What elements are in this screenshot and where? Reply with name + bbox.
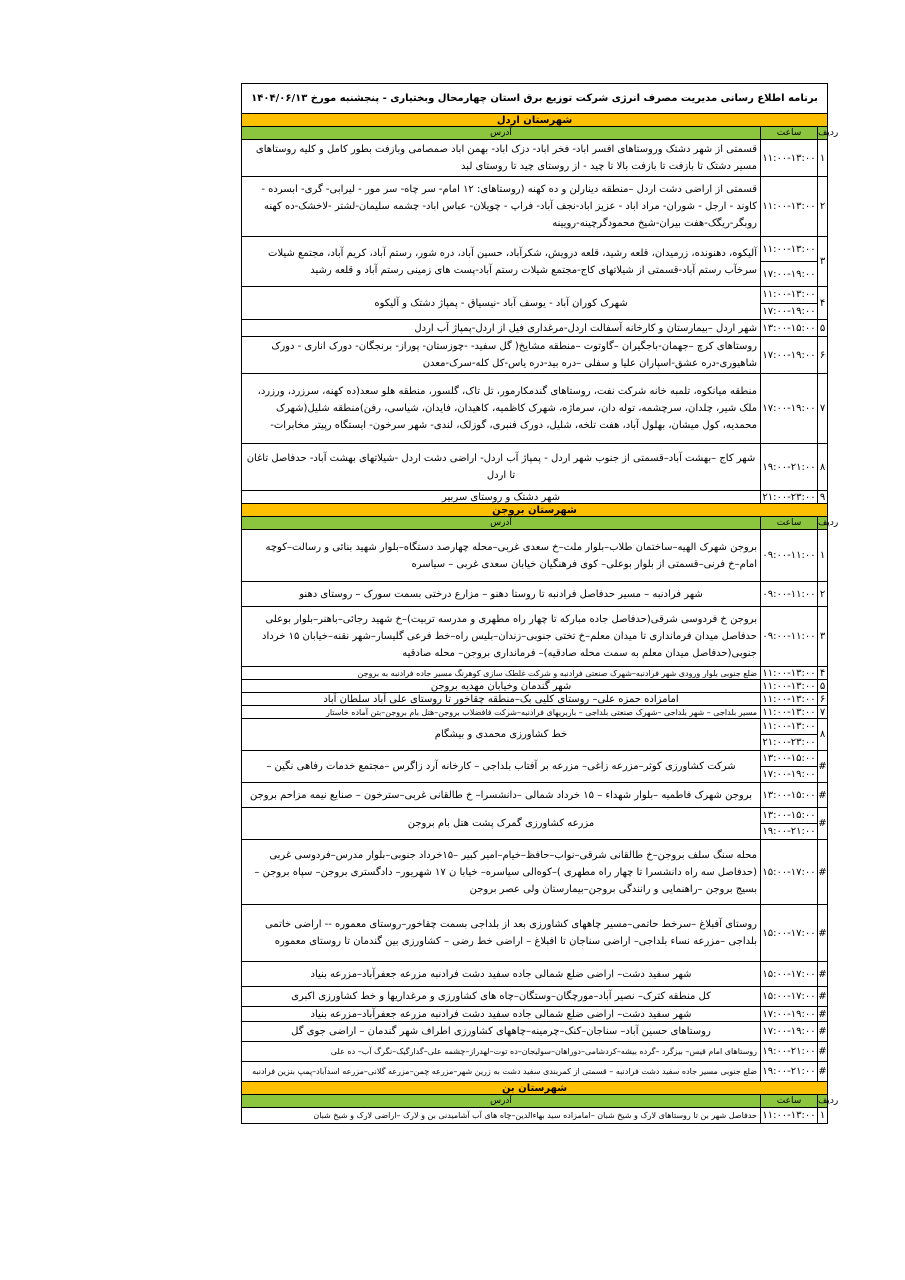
row-number: ۳ (819, 256, 826, 267)
table-row (242, 1007, 827, 1022)
table-row (242, 582, 827, 607)
column-header (242, 517, 839, 530)
time-cell (761, 1042, 818, 1061)
address-text: مسیر بلداجی – شهر بلداجی –شهرک صنعتی بلداجی – باربریهای فرادنبه–شرکت فافضلاب بروجن–هتل بام بروجن–بتن آماده خاستار (325, 707, 757, 717)
address-cell (242, 1108, 761, 1123)
table-row (242, 962, 827, 987)
time-slot: ۱۱:۰۰-۱۳:۰۰ (762, 201, 816, 212)
address-header: آدرس (242, 127, 761, 139)
time-cell (761, 444, 818, 490)
schedule-table (241, 83, 839, 1124)
time-cell (761, 582, 818, 606)
time-slot: ۱۱:۰۰-۱۳:۰۰ (762, 152, 816, 164)
time-cell (761, 1062, 818, 1081)
table-row (242, 320, 827, 337)
address-cell (242, 783, 761, 807)
address-text: مزرعه کشاورزی گمرک پشت هتل بام بروجن (407, 818, 595, 829)
address-cell (242, 840, 761, 904)
time-header: ساعت (761, 1095, 818, 1107)
address-cell (242, 320, 761, 336)
time-slot: ۲۱:۰۰-۲۳:۰۰ (762, 491, 816, 503)
time-cell (761, 491, 818, 503)
table-row (242, 530, 827, 582)
time-slot: ۲۱:۰۰-۲۳:۰۰ (761, 734, 817, 750)
time-cell (761, 337, 818, 373)
address-cell (242, 287, 761, 319)
address-cell (242, 530, 761, 581)
table-row (242, 783, 827, 808)
address-text: شهر گندمان وخیابان مهدیه بروجن (430, 680, 572, 692)
time-slot: ۰۹:۰۰-۱۱:۰۰ (762, 550, 816, 561)
table-row (242, 237, 827, 287)
table-row (242, 1042, 827, 1062)
time-slot: ۱۵:۰۰-۱۷:۰۰ (762, 968, 816, 980)
row-number: # (818, 991, 827, 1002)
row-number: ۴ (819, 667, 826, 679)
row-number: ۶ (819, 349, 826, 361)
time-cell (761, 962, 818, 986)
time-slot: ۱۳:۰۰-۱۵:۰۰ (762, 810, 816, 821)
time-slot: ۱۱:۰۰-۱۳:۰۰ (762, 680, 816, 692)
address-text: شهر فرادنبه – مسیر حدفاصل فرادنبه تا روستا دهنو – مزارع درختی بسمت سورک – روستای دهنو (299, 588, 703, 600)
time-cell (761, 783, 818, 807)
column-header (242, 1095, 839, 1108)
time-cell (761, 706, 818, 718)
time-slot: ۱۹:۰۰-۲۱:۰۰ (762, 461, 816, 473)
address-text: شهر دشتک و روستای سربیر (442, 491, 560, 503)
time-cell (761, 140, 818, 176)
row-number: ۱ (819, 152, 826, 164)
address-cell (242, 1007, 761, 1021)
time-cell (761, 667, 818, 679)
row-number: # (818, 1008, 827, 1020)
time-cell (761, 808, 818, 839)
row-number-header: ردیف (818, 1096, 839, 1106)
address-text: بروجن خ فردوسی شرقی(حدفاصل جاده مبارکه تا چهار راه مطهری و مدرسه تربیت)–خ شهید رجائی–باهنر–بلوار بوعلی حدفاصل میدان فرمانداری تا میدان معلم–خ تختی جنوبی–زندان–بلیس راه–خط فرعی گلیسار–شهر نقنه–خیابان ۱۵ خرداد جنوبی(حدفاصل میدان معلم به سمت محله صادقیه)– فرمانداری بروجن– محله صادقیه (262, 614, 757, 659)
address-cell (242, 1022, 761, 1041)
time-cell (761, 287, 818, 319)
time-cell (761, 607, 818, 666)
row-number: # (818, 818, 827, 829)
address-cell (242, 987, 761, 1006)
address-text: ضلع جنوبی مسیر جاده سفید دشت فرادنبه – قسمتی از کمربندی سفید دشت به زرین شهر–مزرعه چمن–مزرعه گلانی–مزرعه اسدآباد–پمپ بنزین فرادنبه (252, 1067, 757, 1076)
time-cell (761, 987, 818, 1006)
table-row (242, 1022, 827, 1042)
address-text: قسمتی از اراضی دشت اردل –منطقه دینارلن و ده کهنه (روستاهای: ۱۲ امام- سر چاه- سر مور - لیرابی- گری- ابسرده - کاوند - ارجل - شوران- مراد اباد - عزیز اباد-نجف آباد- فراپ - چویلان- عباس اباد- چشمه سلیمان-لشتر -لاخشک-ده کهنه روبگر-ریگک-هفت بیران-شیخ محمودگرچینه-رویینه (261, 184, 757, 229)
time-slot: ۱۷:۰۰-۱۹:۰۰ (762, 349, 816, 361)
row-number: # (818, 789, 827, 801)
address-cell (242, 808, 761, 839)
row-number: ۲ (819, 201, 826, 212)
time-cell (761, 680, 818, 692)
table-row (242, 374, 827, 444)
page-title: برنامه اطلاع رسانی مدیریت مصرف انرژی شرکت توزیع برق استان چهارمحال وبختیاری - پنجشنبه مورخ ۱۴۰۴/۰۶/۱۳ (242, 84, 827, 114)
row-number: ۴ (819, 297, 826, 309)
time-cell (761, 693, 818, 705)
time-slot: ۱۵:۰۰-۱۷:۰۰ (762, 866, 816, 878)
table-row (242, 1108, 827, 1124)
address-text: منطقه میانکوه، تلمبه خانه شرکت نفت، روستاهای گندمکارمور، تل تاک، گلسور، منطقه هلو سعد(ده کهنه، سرزرد، ورزرد، ملک شیر، چلدان، سرچشمه، توله دان، سرماژه، شهرک کاظمیه، کاهیدان، فایدان، شیاسی، رفن)منطقه شلیل(شهرک محمدیه، کول میشان، بهلول آباد، هفت تلخه، شلیل، دورک فنبری، گوزلک، لندی- شهر سرخون- ایستگاه رپیتر مخابرات- (257, 386, 757, 431)
address-text: شهر اردل –بیمارستان و کارخانه آسفالت اردل-مرغداری فیل از اردل-پمپاژ آب اردل (414, 322, 757, 334)
address-text: بروجن شهرک فاطمیه –بلوار شهداء – ۱۵ خرداد شمالی –دانشسرا– خ طالقانی غربی–سترخون – صنایع نیمه مزاحم بروجن (249, 789, 753, 801)
table-row (242, 751, 827, 783)
address-text: محله سنگ سلف بروجن–خ طالقانی شرقی–نواب–حافظ–خیام–امیر کبیر –۱۵خرداد جنوبی–بلوار مدرس–فردوسی غربی (حدفاصل سه راه دانشسرا تا چهار راه مطهری )–کوه‌الی سیاسره– خیابا ن ۱۷ شهریور– دادگستری بروجن– سپاه بروجن – بسیج بروجن –راهنمایی و رانندگی بروجن–بیمارستان ولی عصر بروجن (254, 849, 757, 895)
row-number: ۹ (819, 491, 826, 503)
row-number: # (818, 1046, 827, 1057)
row-number: ۵ (819, 680, 826, 692)
address-text: شهر کاج –بهشت آباد–قسمتی از جنوب شهر اردل - پمپاژ آب اردل- اراضی دشت اردل -شیلاتهای بهشت آباد- حدفاصل تاغان تا اردل (246, 453, 756, 481)
address-text: بروجن شهرک الهیه–ساختمان طلاب–بلوار ملت–خ سعدی غربی–محله چهارصد دستگاه–بلوار شهید بنائی و رسالت–کوچه امام–خ فرنی–قسمتی از بلوار بوعلی– کوی فرهنگیان خیابان سعدی غربی – سیاسره (265, 541, 757, 570)
address-text: روستاهای حسین آباد– سناجان–کنک–چرمینه–چاههای کشاورزی اطراف شهر گندمان – اراضی جوی گل (291, 1026, 711, 1037)
table-row (242, 706, 827, 719)
address-text: کل منطقه کترک– نصیر آباد–مورچگان–وستگان–چاه های کشاورزی و مرغداریها و خط کشاورزی اکبری (291, 991, 711, 1002)
address-cell (242, 374, 761, 443)
address-header: آدرس (242, 517, 761, 529)
time-cell (761, 905, 818, 961)
address-text: قسمتی از شهر دشتک وروستاهای افسر اباد- فخر اباد- دزک اباد- بهمن اباد صمصامی وبازفت بطور کامل و کلیه روستاهای مسیر دشتک تا بازفت تا بازفت بالا تا چید - از روستای چید تا روستای لبد (255, 144, 757, 172)
time-header: ساعت (761, 127, 818, 139)
address-text: آلیکوه، دهنونده، زرمیدان، قلعه رشید، قلعه درویش، شکرآباد، حسین آباد، دره شور، رستم آباد، کریم آباد، مجتمع شیلات سرخآب رستم آباد-قسمتی از شیلاتهای کاج-مجتمع شیلات رستم آباد-پست های زمینی رستم آباد و قلعه رشید (268, 247, 757, 276)
time-header: ساعت (761, 517, 818, 529)
address-text: روستاهای کرچ –جهمان-باجگیران –گاوتوت –منطقه مشایخ( گل سفید- -چوزستان- پوراز- برنجگان- دورک اناری - دورک شاهیوری-دره عشق-اسپاران علیا و سفلی –دره بید-دره یاس-کل کله-سرک-معدن (271, 341, 757, 369)
column-header (242, 127, 839, 140)
row-number: ۱ (819, 550, 826, 561)
time-slot: ۱۳:۰۰-۱۵:۰۰ (762, 322, 816, 334)
time-cell (761, 374, 818, 443)
time-cell (761, 1022, 818, 1041)
time-slot: ۱۷:۰۰-۱۹:۰۰ (762, 1008, 816, 1020)
time-slot: ۱۷:۰۰-۱۹:۰۰ (761, 303, 817, 320)
address-cell (242, 905, 761, 961)
table-row (242, 337, 827, 374)
address-cell (242, 706, 761, 718)
address-cell (242, 237, 761, 286)
table-row (242, 140, 827, 177)
address-cell (242, 607, 761, 666)
time-cell (761, 1007, 818, 1021)
row-number: # (818, 761, 827, 772)
row-number: ۸ (819, 729, 826, 740)
row-number: ۷ (819, 706, 826, 718)
time-slot: ۱۷:۰۰-۱۹:۰۰ (761, 261, 817, 286)
address-cell (242, 751, 761, 782)
address-header: آدرس (242, 1095, 761, 1107)
row-number: # (818, 1066, 827, 1077)
address-text: ضلع جنوبی بلوار ورودی شهر فرادنبه–شهرک صنعتی فرادنبه و شرکت غلطک سازی کوهرنگ مسیر جاده فرادنبه به بروجن (357, 668, 757, 678)
address-cell (242, 962, 761, 986)
address-text: امامزاده حمزه علی– روستای کلیی بک–منطقه چقاخور تا روستای علی آباد سلطان آباد (323, 693, 679, 705)
time-slot: ۱۹:۰۰-۲۱:۰۰ (762, 1066, 816, 1077)
address-text: خط کشاورزی محمدی و بیشگام (434, 729, 568, 740)
table-row (242, 840, 827, 905)
time-cell (761, 530, 818, 581)
time-slot: ۱۵:۰۰-۱۷:۰۰ (762, 991, 816, 1002)
table-row (242, 287, 827, 320)
time-slot: ۱۳:۰۰-۱۵:۰۰ (762, 789, 816, 801)
time-cell (761, 751, 818, 782)
time-slot: ۱۱:۰۰-۱۳:۰۰ (762, 289, 816, 301)
address-cell (242, 444, 761, 490)
row-number: # (818, 1026, 827, 1037)
city-header: شهرستان بروجن (242, 504, 827, 517)
table-row (242, 1062, 827, 1082)
time-cell (761, 719, 818, 750)
address-cell (242, 693, 761, 705)
address-text: شرکت کشاورزی کوثر–مزرعه زاغی– مزرعه بر آفتاب بلداجی – کارخانه آرد زاگرس –مجتمع خدمات رفاهی نگین – (266, 761, 736, 772)
address-text: شهر سفید دشت– اراضی ضلع شمالی جاده سفید دشت فرادنبه مزرعه جعفرآباد–مزرعه بنیاد (310, 1008, 692, 1020)
address-text: شهرک کوران آباد - یوسف آباد -نیسیاق - پمپاژ دشتک و آلیکوه (374, 297, 628, 309)
time-slot: ۱۹:۰۰-۲۱:۰۰ (761, 823, 817, 839)
table-row (242, 607, 827, 667)
time-slot: ۱۳:۰۰-۱۵:۰۰ (762, 753, 816, 764)
table-row (242, 444, 827, 491)
address-text: شهر سفید دشت– اراضی ضلع شمالی جاده سفید دشت فرادنبه مزرعه جعفرآباد–مزرعه بنیاد (310, 968, 692, 980)
time-slot: ۱۷:۰۰-۱۹:۰۰ (762, 403, 816, 414)
time-slot: ۱۱:۰۰-۱۳:۰۰ (762, 1110, 816, 1121)
row-number: # (818, 968, 827, 980)
address-cell (242, 582, 761, 606)
time-slot: ۱۵:۰۰-۱۷:۰۰ (762, 927, 816, 939)
time-cell (761, 177, 818, 236)
time-cell (761, 237, 818, 286)
address-text: حدفاصل شهر بن تا روستاهای لارک و شیخ شبان –امامزاده سید بهاءالدین–چاه های آب آشامیدنی بن و لارک –اراضی لارک و شیخ شبان (313, 1111, 757, 1120)
table-row (242, 177, 827, 237)
table-row (242, 987, 827, 1007)
time-slot: ۱۱:۰۰-۱۳:۰۰ (762, 721, 816, 732)
address-cell (242, 491, 761, 503)
address-cell (242, 337, 761, 373)
table-row (242, 808, 827, 840)
address-cell (242, 719, 761, 750)
row-number-header: ردیف (818, 128, 839, 138)
time-slot: ۰۹:۰۰-۱۱:۰۰ (762, 588, 816, 600)
time-cell (761, 1108, 818, 1123)
row-number: ۳ (819, 631, 826, 642)
address-text: روستاهای امام قیس– بیزگرد –گرده بیشه–کردشامی–دوراهان–سولیجان–ده توت–لهدراز–چشمه علی–گدارگیک–نگرگ آب– ده علی (330, 1047, 757, 1056)
row-number-header: ردیف (818, 518, 839, 528)
time-slot: ۰۹:۰۰-۱۱:۰۰ (762, 631, 816, 642)
table-row (242, 905, 827, 962)
address-cell (242, 177, 761, 236)
city-header: شهرستان بن (242, 1082, 827, 1095)
table-row (242, 719, 827, 751)
address-cell (242, 1062, 761, 1081)
row-number: ۸ (819, 461, 826, 473)
address-cell (242, 140, 761, 176)
table-row (242, 491, 827, 504)
row-number: ۱ (819, 1110, 826, 1121)
time-cell (761, 840, 818, 904)
time-slot: ۱۱:۰۰-۱۳:۰۰ (762, 706, 816, 718)
time-slot: ۱۱:۰۰-۱۳:۰۰ (762, 693, 816, 705)
row-number: ۲ (819, 588, 826, 600)
row-number: ۵ (819, 322, 826, 334)
row-number: # (818, 927, 827, 939)
address-text: روستای آفبلاغ –سرخط حاتمی–مسیر چاههای کشاورزی بعد از بلداجی بسمت چقاخور–روستای معموره -- اراضی خاتمی بلداجی –مزرعه نساء بلداجی– اراضی سناجان تا افبلاغ – اراضی خط رضی – کشاورزی بین گندمان تا روستای معموره (264, 919, 757, 947)
row-number: ۶ (819, 693, 826, 705)
time-slot: ۱۱:۰۰-۱۳:۰۰ (762, 667, 816, 679)
address-cell (242, 1042, 761, 1061)
time-cell (761, 320, 818, 336)
row-number: # (818, 866, 827, 878)
row-number: ۷ (819, 403, 826, 414)
time-slot: ۱۷:۰۰-۱۹:۰۰ (761, 766, 817, 782)
time-slot: ۱۱:۰۰-۱۳:۰۰ (762, 243, 816, 255)
city-header: شهرستان اردل (242, 114, 827, 127)
time-slot: ۱۹:۰۰-۲۱:۰۰ (762, 1046, 816, 1057)
time-slot: ۱۷:۰۰-۱۹:۰۰ (762, 1026, 816, 1037)
